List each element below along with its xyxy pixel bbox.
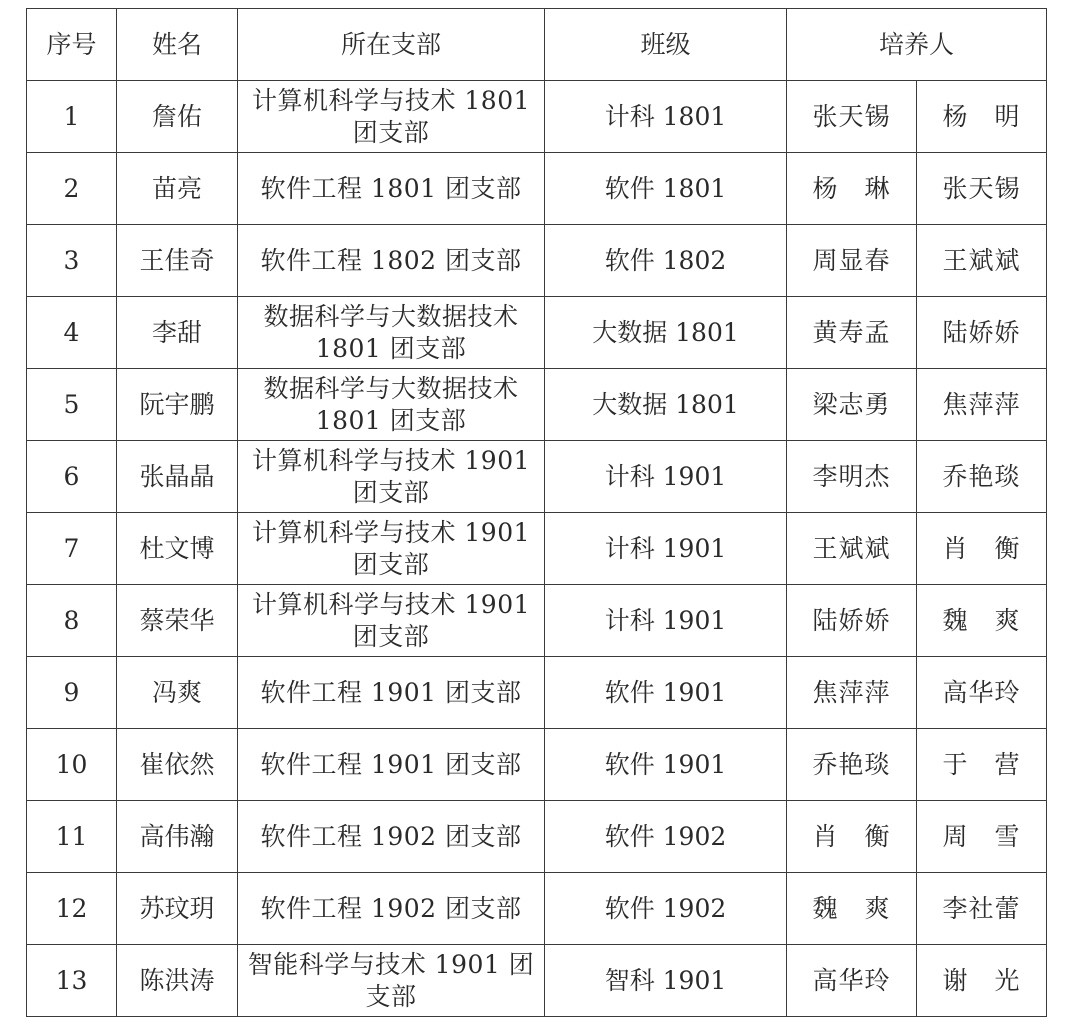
cell-branch: 软件工程 1902 团支部 [238, 801, 545, 873]
cell-seq: 13 [27, 945, 117, 1017]
cell-trainer-secondary: 周 雪 [917, 801, 1047, 873]
table-row [27, 873, 1047, 945]
header-branch: 所在支部 [238, 9, 545, 81]
cell-class: 软件 1802 [545, 225, 787, 297]
cell-branch: 数据科学与大数据技术 1801 团支部 [238, 297, 545, 369]
table-row [27, 585, 1047, 657]
header-class: 班级 [545, 9, 787, 81]
table-row [27, 81, 1047, 153]
cell-trainer-primary: 周显春 [787, 225, 917, 297]
header-row [27, 9, 1047, 81]
cell-trainer-primary: 梁志勇 [787, 369, 917, 441]
cell-trainer-primary: 陆娇娇 [787, 585, 917, 657]
cell-seq: 10 [27, 729, 117, 801]
cell-name: 陈洪涛 [117, 945, 238, 1017]
cell-trainer-secondary: 肖 衡 [917, 513, 1047, 585]
cell-branch: 软件工程 1801 团支部 [238, 153, 545, 225]
cell-trainer-secondary: 陆娇娇 [917, 297, 1047, 369]
cell-class: 计科 1901 [545, 585, 787, 657]
cell-branch: 软件工程 1901 团支部 [238, 729, 545, 801]
cell-branch: 智能科学与技术 1901 团支部 [238, 945, 545, 1017]
cell-trainer-secondary: 张天锡 [917, 153, 1047, 225]
cell-trainer-secondary: 王斌斌 [917, 225, 1047, 297]
header-name: 姓名 [117, 9, 238, 81]
cell-seq: 4 [27, 297, 117, 369]
cell-branch: 软件工程 1901 团支部 [238, 657, 545, 729]
cell-class: 大数据 1801 [545, 369, 787, 441]
cell-name: 詹佑 [117, 81, 238, 153]
table-row [27, 369, 1047, 441]
cell-seq: 1 [27, 81, 117, 153]
cell-class: 计科 1901 [545, 513, 787, 585]
cell-trainer-secondary: 李社蕾 [917, 873, 1047, 945]
table-row [27, 729, 1047, 801]
cell-branch: 计算机科学与技术 1901 团支部 [238, 441, 545, 513]
cell-trainer-primary: 张天锡 [787, 81, 917, 153]
table-row [27, 225, 1047, 297]
cell-trainer-primary: 高华玲 [787, 945, 917, 1017]
cell-class: 智科 1901 [545, 945, 787, 1017]
cell-seq: 9 [27, 657, 117, 729]
cell-name: 阮宇鹏 [117, 369, 238, 441]
cell-name: 张晶晶 [117, 441, 238, 513]
cell-seq: 2 [27, 153, 117, 225]
cell-class: 计科 1801 [545, 81, 787, 153]
cell-class: 软件 1901 [545, 729, 787, 801]
cell-trainer-secondary: 焦萍萍 [917, 369, 1047, 441]
trainee-roster-table [26, 8, 1047, 1017]
cell-name: 蔡荣华 [117, 585, 238, 657]
cell-branch: 软件工程 1902 团支部 [238, 873, 545, 945]
cell-class: 软件 1801 [545, 153, 787, 225]
cell-class: 大数据 1801 [545, 297, 787, 369]
cell-trainer-primary: 王斌斌 [787, 513, 917, 585]
cell-branch: 软件工程 1802 团支部 [238, 225, 545, 297]
table-row [27, 945, 1047, 1017]
cell-name: 苏玟玥 [117, 873, 238, 945]
cell-class: 计科 1901 [545, 441, 787, 513]
cell-trainer-primary: 杨 琳 [787, 153, 917, 225]
cell-seq: 5 [27, 369, 117, 441]
cell-trainer-secondary: 魏 爽 [917, 585, 1047, 657]
cell-trainer-primary: 焦萍萍 [787, 657, 917, 729]
table-row [27, 441, 1047, 513]
table-header [27, 9, 1047, 81]
table-row [27, 657, 1047, 729]
cell-branch: 计算机科学与技术 1901 团支部 [238, 585, 545, 657]
cell-branch: 数据科学与大数据技术 1801 团支部 [238, 369, 545, 441]
cell-seq: 11 [27, 801, 117, 873]
cell-seq: 12 [27, 873, 117, 945]
table-row [27, 297, 1047, 369]
table-body [27, 81, 1047, 1017]
cell-trainer-primary: 乔艳琰 [787, 729, 917, 801]
header-trainer: 培养人 [787, 9, 1047, 81]
cell-trainer-secondary: 高华玲 [917, 657, 1047, 729]
cell-name: 崔依然 [117, 729, 238, 801]
cell-name: 杜文博 [117, 513, 238, 585]
cell-trainer-secondary: 杨 明 [917, 81, 1047, 153]
cell-name: 苗亮 [117, 153, 238, 225]
cell-seq: 6 [27, 441, 117, 513]
cell-trainer-secondary: 于 营 [917, 729, 1047, 801]
cell-trainer-primary: 黄寿孟 [787, 297, 917, 369]
cell-seq: 3 [27, 225, 117, 297]
header-seq: 序号 [27, 9, 117, 81]
cell-seq: 8 [27, 585, 117, 657]
cell-class: 软件 1902 [545, 801, 787, 873]
table-row [27, 513, 1047, 585]
cell-branch: 计算机科学与技术 1901 团支部 [238, 513, 545, 585]
cell-trainer-secondary: 谢 光 [917, 945, 1047, 1017]
cell-class: 软件 1901 [545, 657, 787, 729]
cell-name: 冯爽 [117, 657, 238, 729]
cell-branch: 计算机科学与技术 1801 团支部 [238, 81, 545, 153]
cell-trainer-primary: 李明杰 [787, 441, 917, 513]
cell-trainer-primary: 肖 衡 [787, 801, 917, 873]
cell-name: 王佳奇 [117, 225, 238, 297]
cell-seq: 7 [27, 513, 117, 585]
table-row [27, 801, 1047, 873]
cell-class: 软件 1902 [545, 873, 787, 945]
cell-trainer-primary: 魏 爽 [787, 873, 917, 945]
cell-name: 高伟瀚 [117, 801, 238, 873]
cell-name: 李甜 [117, 297, 238, 369]
cell-trainer-secondary: 乔艳琰 [917, 441, 1047, 513]
table-row [27, 153, 1047, 225]
